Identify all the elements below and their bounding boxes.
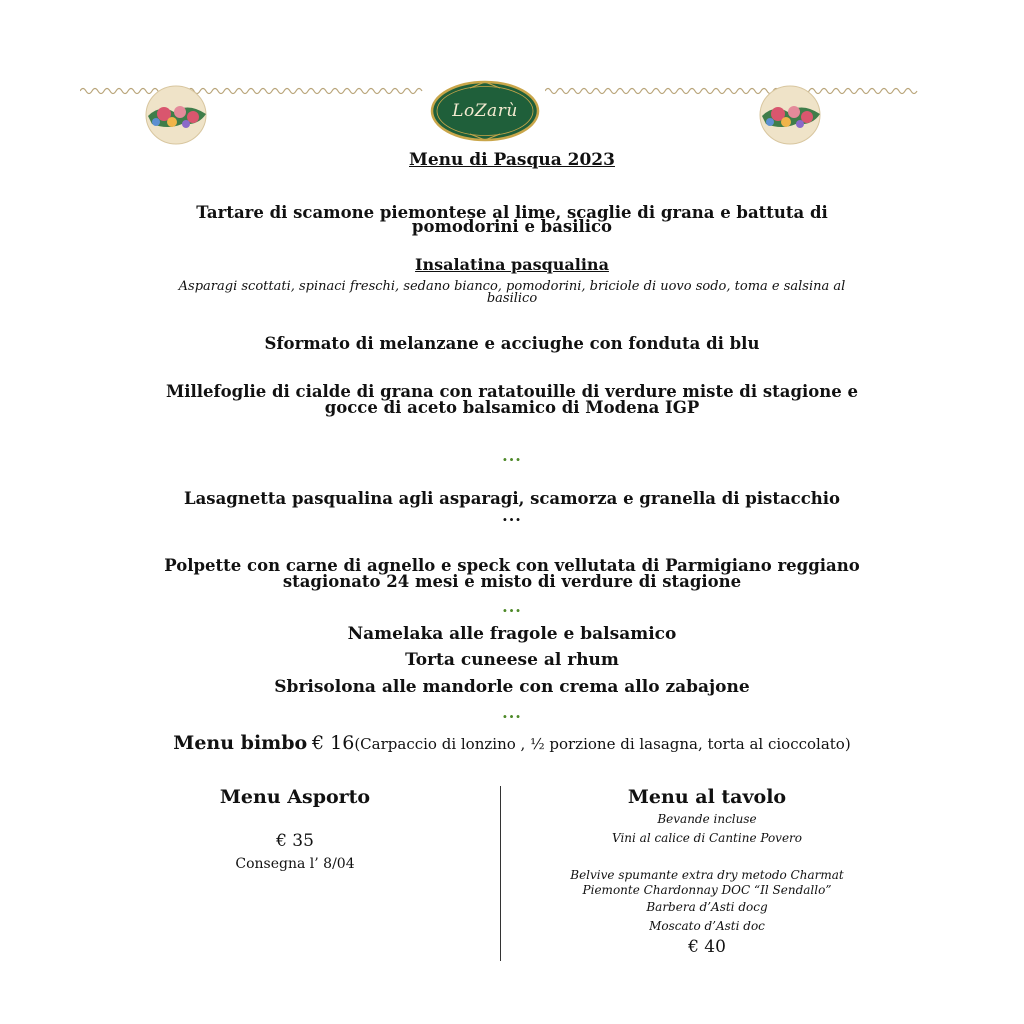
tavolo-title: Menu al tavolo (627, 786, 787, 808)
menu-bimbo-label: Menu bimbo (173, 732, 308, 754)
logo-text: LoZarù (452, 101, 518, 121)
dish-insalatina-desc-line1: Asparagi scottati, spinaci freschi, sedano bianco, pomodorini, briciole di uovo sodo, toma e salsina al (178, 279, 846, 294)
separator-dots: ... (502, 506, 522, 525)
asporto-title: Menu Asporto (219, 786, 371, 808)
dish-lasagnetta: Lasagnetta pasqualina agli asparagi, scamorza e granella di pistacchio (183, 489, 841, 508)
dessert-sbrisolona: Sbrisolona alle mandorle con crema allo zabajone (274, 677, 750, 697)
dessert-torta-cuneese: Torta cuneese al rhum (405, 650, 619, 670)
dish-insalatina-desc-line2: basilico (486, 291, 538, 306)
dish-tartare-line1: Tartare di scamone piemontese al lime, scaglie di grana e battuta di (196, 203, 828, 222)
separator-dots: ... (502, 446, 522, 465)
page-title: Menu di Pasqua 2023 (409, 150, 615, 170)
restaurant-logo (430, 80, 540, 142)
menu-bimbo-price: € 16 (312, 732, 355, 754)
asporto-delivery: Consegna l’ 8/04 (235, 856, 355, 872)
tavolo-price: € 40 (688, 937, 726, 957)
tavolo-wine-belvive: Belvive spumante extra dry metodo Charmat (570, 868, 844, 882)
separator-dots: ... (502, 597, 522, 616)
wavy-border-left (80, 86, 425, 96)
tavolo-bevande: Bevande incluse (657, 812, 757, 826)
menu-bimbo-details: (Carpaccio di lonzino , ½ porzione di lasagna, torta al cioccolato) (354, 735, 851, 753)
separator-dots: ... (502, 703, 522, 722)
column-divider (500, 786, 501, 961)
asporto-price: € 35 (276, 831, 314, 851)
tavolo-vini: Vini al calice di Cantine Povero (611, 831, 803, 845)
tavolo-wine-chardonnay: Piemonte Chardonnay DOC “Il Sendallo” (582, 883, 832, 897)
easter-egg-icon-left (138, 82, 216, 146)
wavy-border-right (545, 86, 920, 96)
dish-millefoglie-line1: Millefoglie di cialde di grana con ratatouille di verdure miste di stagione e (165, 382, 859, 401)
dessert-namelaka: Namelaka alle fragole e balsamico (347, 624, 677, 644)
tavolo-wine-moscato: Moscato d’Asti doc (649, 919, 765, 933)
dish-polpette-line1: Polpette con carne di agnello e speck con vellutata di Parmigiano reggiano (164, 556, 860, 575)
dish-polpette-line2: stagionato 24 mesi e misto di verdure di stagione (282, 572, 742, 591)
dish-sformato: Sformato di melanzane e acciughe con fonduta di blu (264, 334, 760, 353)
tavolo-wine-barbera: Barbera d’Asti docg (646, 900, 768, 914)
dish-tartare-line2: pomodorini e basilico (411, 217, 613, 236)
dish-millefoglie-line2: gocce di aceto balsamico di Modena IGP (324, 398, 700, 417)
dish-insalatina-title: Insalatina pasqualina (415, 255, 609, 274)
menu-bimbo (0, 732, 1024, 754)
easter-egg-icon-right (752, 82, 830, 146)
